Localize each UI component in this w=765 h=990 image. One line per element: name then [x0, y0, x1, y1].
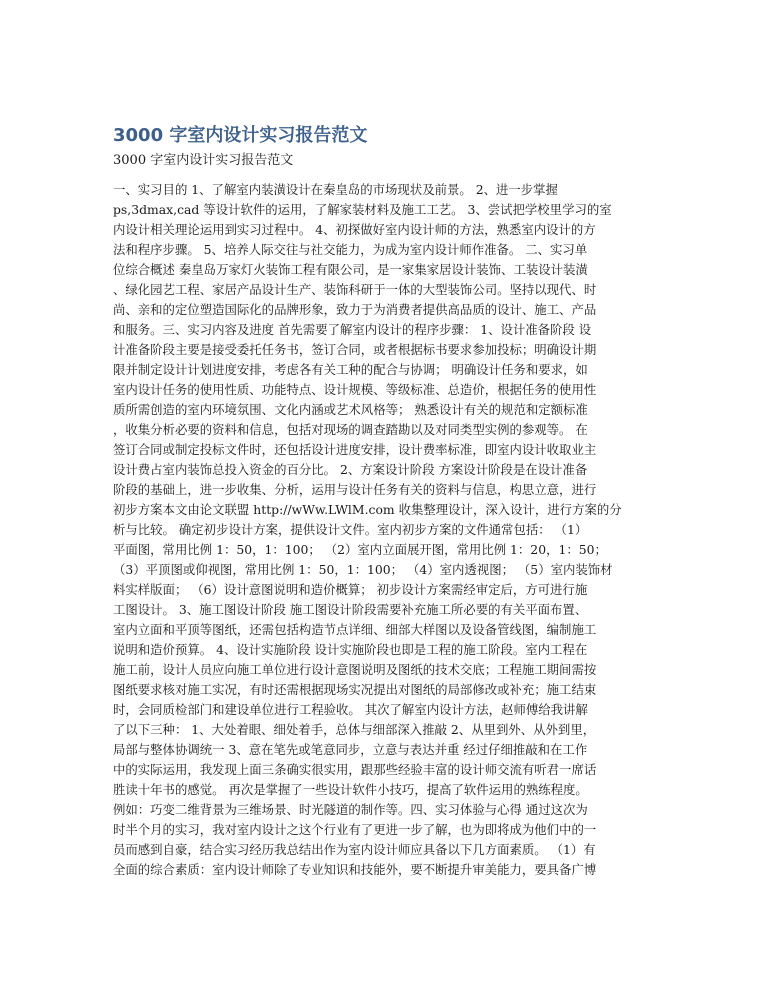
body-text-line: 例如：巧变二维背景为三维场景、时光隧道的制作等。四、实习体验与心得 通过这次为	[113, 802, 588, 817]
body-text-line: 胜读十年书的感觉。 再次是掌握了一些设计软件小技巧，提高了软件运用的熟练程度。	[113, 782, 588, 797]
body-text-line: 料实样版面； （6）设计意图说明和造价概算； 初步设计方案需经审定后，方可进行施	[113, 582, 588, 597]
body-text-line: 室内设计任务的使用性质、功能特点、设计规模、等级标准、总造价，根据任务的使用性	[113, 382, 597, 397]
body-text-line: 平面图，常用比例 1：50，1：100； （2）室内立面展开图，常用比例 1：20，1：50；	[113, 542, 607, 557]
body-text-line: 计准备阶段主要是接受委托任务书，签订合同，或者根据标书要求参加投标；明确设计期	[113, 342, 597, 357]
body-text-line: 时，会同质检部门和建设单位进行工程验收。 其次了解室内设计方法，赵师傅给我讲解	[113, 702, 588, 717]
body-text-line: 局部与整体协调统一 3、意在笔先或笔意同步，立意与表达并重 经过仔细推敲和在工作	[113, 742, 588, 757]
body-text-line: 中的实际运用，我发现上面三条确实很实用，跟那些经验丰富的设计师交流有听君一席话	[113, 762, 597, 777]
body-text-line: 图纸要求核对施工实况，有时还需根据现场实况提出对图纸的局部修改或补充；施工结束	[113, 682, 597, 697]
body-text-line: 位综合概述 秦皇岛万家灯火装饰工程有限公司，是一家集家居设计装饰、工装设计装潢	[113, 262, 588, 277]
document-subtitle: 3000 字室内设计实习报告范文	[113, 153, 294, 168]
body-text-line: ，收集分析必要的资料和信息，包括对现场的调查踏勘以及对同类型实例的参观等。 在	[113, 422, 588, 437]
body-text-line: 设计费占室内装饰总投入资金的百分比。 2、方案设计阶段 方案设计阶段是在设计准备	[113, 462, 588, 477]
body-text-line: 阶段的基础上，进一步收集、分析，运用与设计任务有关的资料与信息，构思立意，进行	[113, 482, 597, 497]
body-text-line: 说明和造价预算。 4、设计实施阶段 设计实施阶段也即是工程的施工阶段。室内工程在	[113, 642, 588, 657]
body-text-line: 析与比较。 确定初步设计方案，提供设计文件。室内初步方案的文件通常包括： （1）	[113, 522, 588, 537]
body-text-line: 和服务。三、实习内容及进度 首先需要了解室内设计的程序步骤： 1、设计准备阶段 设	[113, 322, 592, 337]
body-text-line: 了以下三种： 1、大处着眼、细处着手，总体与细部深入推敲 2、从里到外、从外到里，	[113, 722, 596, 737]
body-text-line: 初步方案本文由论文联盟 http://wWw.LWlM.com 收集整理设计，深入设计，进行方案的分	[113, 502, 622, 517]
body-text-line: 工图设计。 3、施工图设计阶段 施工图设计阶段需要补充施工所必要的有关平面布置、	[113, 602, 588, 617]
body-text-line: 室内立面和平顶等图纸，还需包括构造节点详细、细部大样图以及设备管线图，编制施工	[113, 622, 597, 637]
body-text-line: 员而感到自豪，结合实习经历我总结出作为室内设计师应具备以下几方面素质。 （1）有	[113, 842, 596, 857]
body-text-line: （3）平顶图或仰视图，常用比例 1：50，1：100； （4）室内透视图； （5）室内装饰材	[113, 562, 613, 577]
body-text-line: 全面的综合素质：室内设计师除了专业知识和技能外，要不断提升审美能力，要具备广博	[113, 862, 597, 877]
body-text-line: 、绿化园艺工程、家居产品设计生产、装饰科研于一体的大型装饰公司。坚持以现代、时	[113, 282, 597, 297]
document-title: 3000 字室内设计实习报告范文	[113, 125, 368, 146]
body-text-line: 施工前，设计人员应向施工单位进行设计意图说明及图纸的技术交底；工程施工期间需按	[113, 662, 597, 677]
body-text-line: 尚、亲和的定位塑造国际化的品牌形象，致力于为消费者提供高品质的设计、施工、产品	[113, 302, 597, 317]
body-text-line: 内设计相关理论运用到实习过程中。 4、初探做好室内设计师的方法，熟悉室内设计的方	[113, 222, 596, 237]
body-text-line: 一、实习目的 1、了解室内装潢设计在秦皇岛的市场现状及前景。 2、进一步掌握	[113, 182, 558, 197]
body-text-line: 质所需创造的室内环境氛围、文化内涵或艺术风格等； 熟悉设计有关的规范和定额标准	[113, 402, 588, 417]
body-text-line: 法和程序步骤。 5、培养人际交往与社交能力，为成为室内设计师作准备。 二、实习单	[113, 242, 588, 257]
body-text-line: 限并制定设计计划进度安排，考虑各有关工种的配合与协调； 明确设计任务和要求，如	[113, 362, 588, 377]
body-text-line: ps,3dmax,cad 等设计软件的运用，了解家装材料及施工工艺。 3、尝试把学校里学习的室	[113, 202, 612, 217]
body-text-line: 签订合同或制定投标文件时，还包括设计进度安排，设计费率标准，即室内设计收取业主	[113, 442, 597, 457]
body-text-line: 时半个月的实习，我对室内设计之这个行业有了更进一步了解，也为即将成为他们中的一	[113, 822, 597, 837]
document-body	[113, 180, 653, 880]
